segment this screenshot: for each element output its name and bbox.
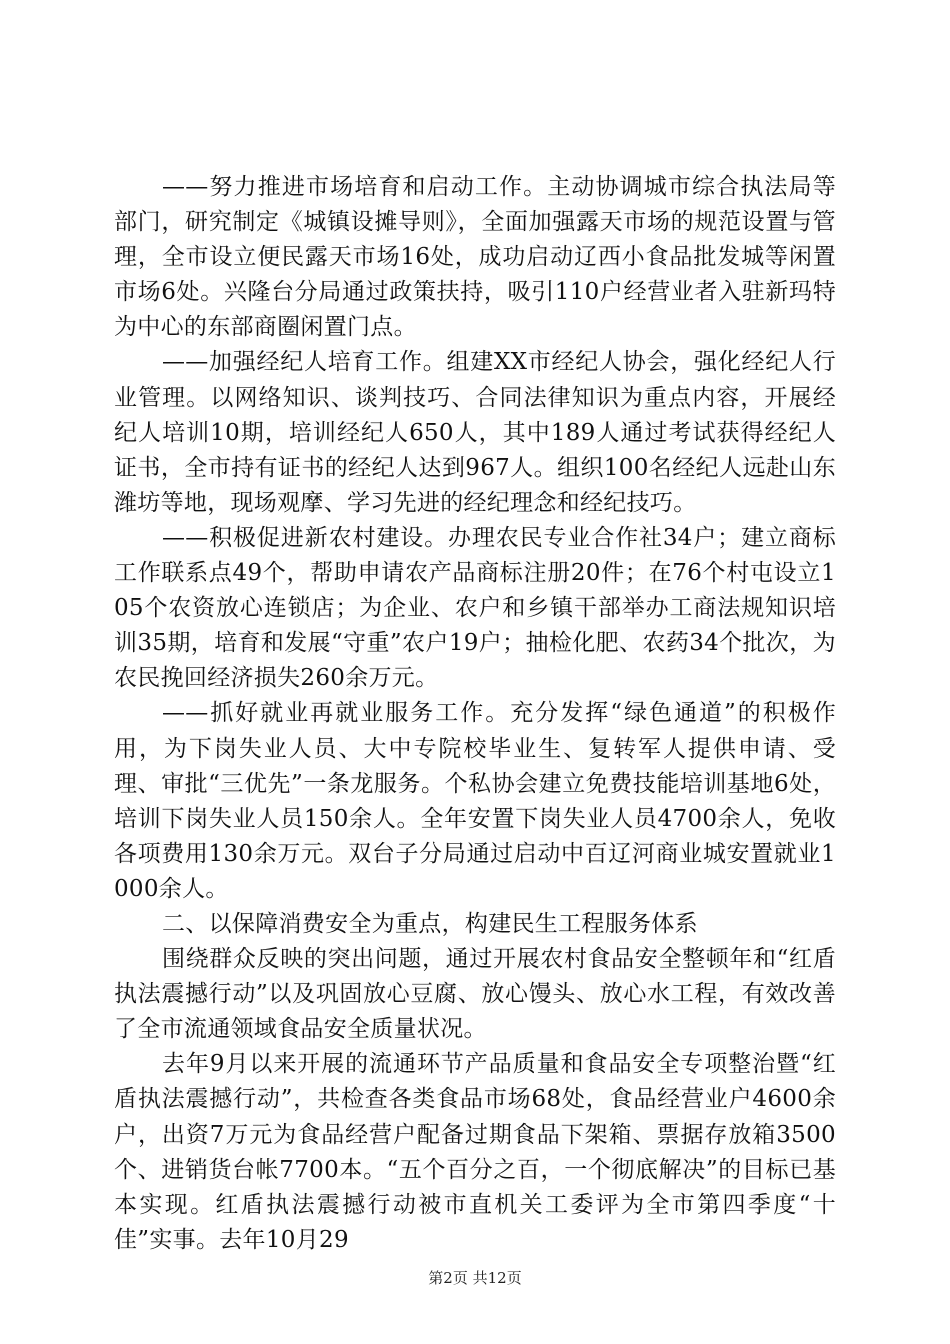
paragraph-market-cultivation: ——努力推进市场培育和启动工作。主动协调城市综合执法局等部门，研究制定《城镇设摊导则》，全面加强露天市场的规范设置与管理，全市设立便民露天市场16处，成功启动辽西小食品批发城等闲置市场6处。兴隆台分局通过政策扶持，吸引110户经营业者入驻新玛特为中心的东部商圈闲置门点。 (114, 174, 836, 341)
paragraph-employment-service: ——抓好就业再就业服务工作。充分发挥“绿色通道”的积极作用，为下岗失业人员、大中专院校毕业生、复转军人提供申请、受理、审批“三优先”一条龙服务。个私协会建立免费技能培训基地6处，培训下岗失业人员150余人。全年安置下岗失业人员4700余人，免收各项费用130余万元。双台子分局通过启动中百辽河商业城安置就业1000余人。 (114, 700, 836, 902)
section-heading: 二、以保障消费安全为重点，构建民生工程服务体系 (162, 910, 698, 937)
paragraph-new-countryside: ——积极促进新农村建设。办理农民专业合作社34户；建立商标工作联系点49个，帮助申请农产品商标注册20件；在76个村屯设立105个农资放心连锁店；为企业、农户和乡镇干部举办工商法规知识培训35期，培育和发展“守重”农户19户；抽检化肥、农药34个批次，为农民挽回经济损失260余万元。 (114, 524, 836, 692)
document-body (114, 170, 836, 1258)
paragraph-red-shield-action: 去年9月以来开展的流通环节产品质量和食品安全专项整治暨“红盾执法震撼行动”，共检查各类食品市场68处，食品经营业户4600余户，出资7万元为食品经营户配备过期食品下架箱、票据存放箱3500个、进销货台帐7700本。“五个百分之百，一个彻底解决”的目标已基本实现。红盾执法震撼行动被市直机关工委评为全市第四季度“十佳”实事。去年10月29 (114, 1051, 836, 1253)
paragraph-food-safety-intro: 围绕群众反映的突出问题，通过开展农村食品安全整顿年和“红盾执法震撼行动”以及巩固放心豆腐、放心馒头、放心水工程，有效改善了全市流通领域食品安全质量状况。 (114, 946, 836, 1043)
page-number-footer: 第2页 共12页 (428, 1269, 522, 1287)
paragraph-broker-training: ——加强经纪人培育工作。组建XX市经纪人协会，强化经纪人行业管理。以网络知识、谈判技巧、合同法律知识为重点内容，开展经纪人培训10期，培训经纪人650人，其中189人通过考试获得经纪人证书，全市持有证书的经纪人达到967人。组织100名经纪人远赴山东潍坊等地，现场观摩、学习先进的经纪理念和经纪技巧。 (114, 349, 836, 516)
